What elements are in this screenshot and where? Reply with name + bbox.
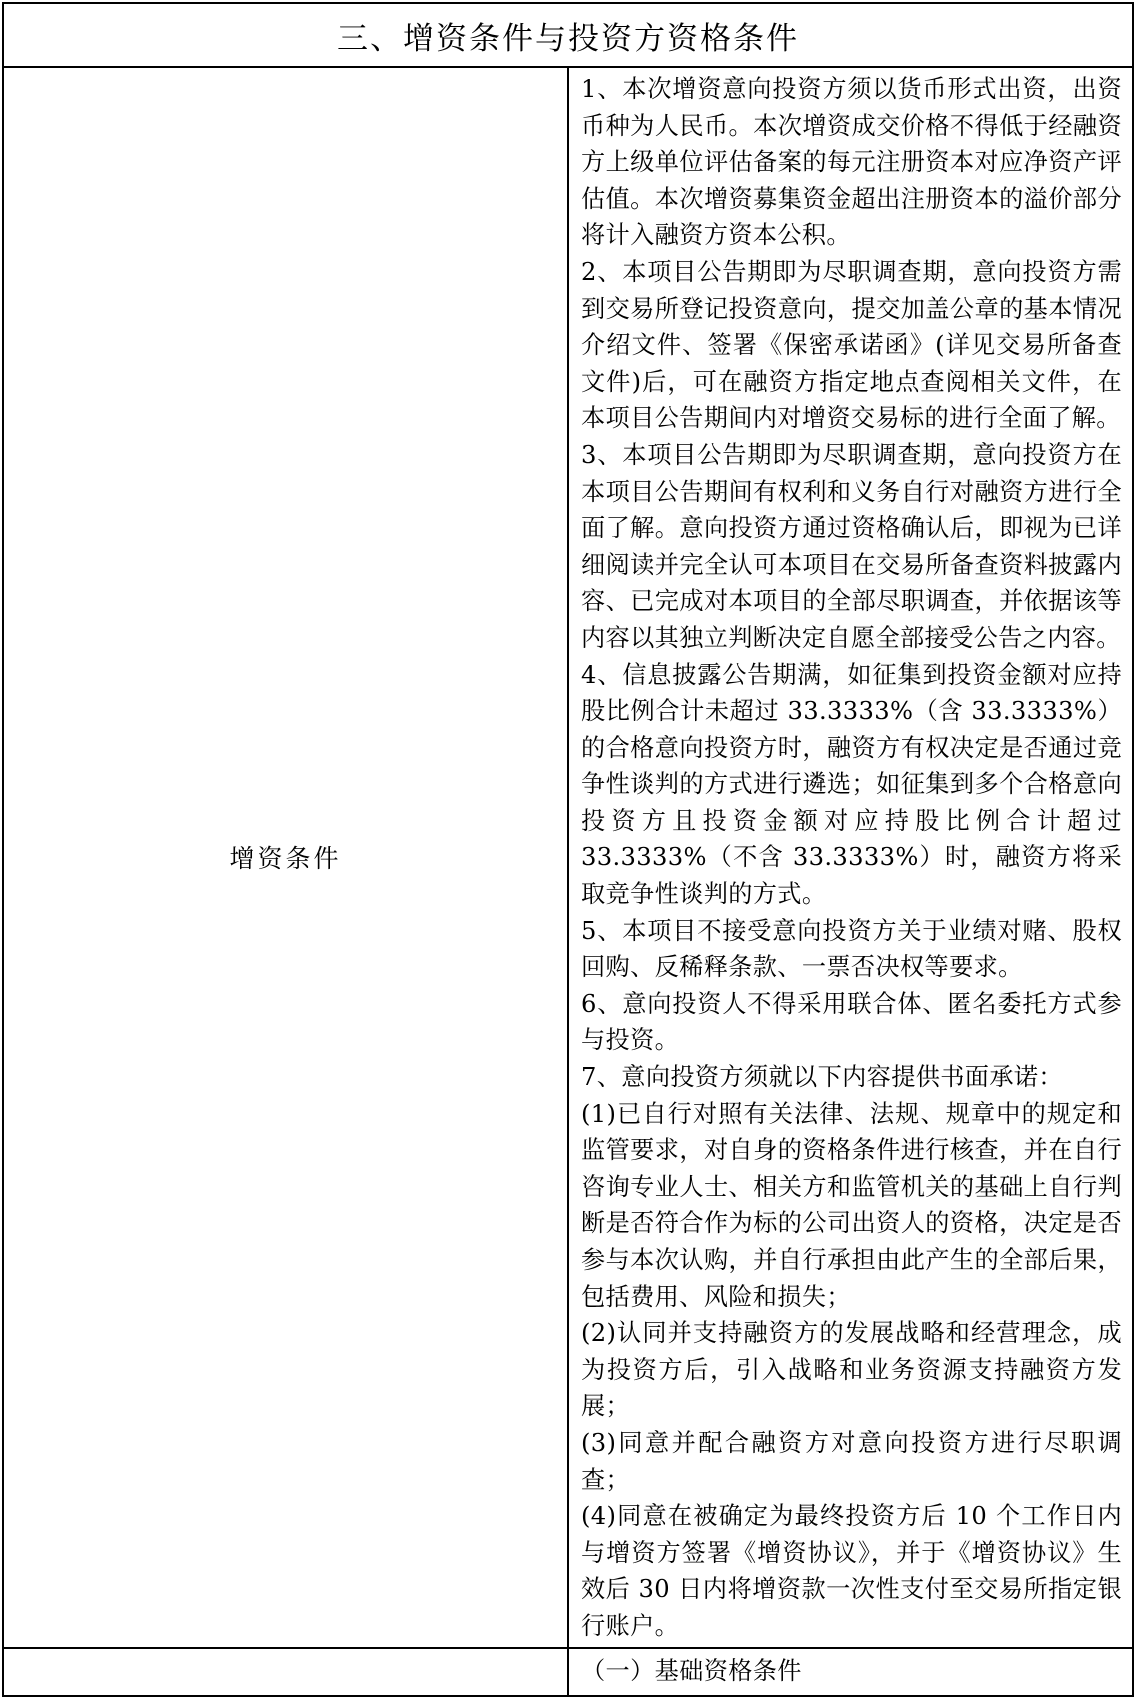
section-title: 三、增资条件与投资方资格条件 xyxy=(3,3,1133,67)
condition-paragraph-6: 6、意向投资人不得采用联合体、匿名委托方式参与投资。 xyxy=(581,989,1122,1055)
condition-paragraph-5: 5、本项目不接受意向投资方关于业绩对赌、股权回购、反稀释条款、一票否决权等要求。 xyxy=(581,916,1122,982)
row-label: 增资条件 xyxy=(3,67,568,1648)
qualification-row-label xyxy=(3,1648,568,1696)
qualification-row xyxy=(3,1648,1133,1696)
conditions-content xyxy=(568,67,1133,1648)
condition-paragraph-2: 2、本项目公告期即为尽职调查期，意向投资方需到交易所登记投资意向，提交加盖公章的基本情况介绍文件、签署《保密承诺函》(详见交易所备查文件)后，可在融资方指定地点查阅相关文件，在本项目公告期间内对增资交易标的进行全面了解。 xyxy=(581,257,1122,433)
conditions-table xyxy=(2,2,1134,1697)
condition-paragraph-3: 3、本项目公告期即为尽职调查期，意向投资方在本项目公告期间有权利和义务自行对融资方进行全面了解。意向投资方通过资格确认后，即视为已详细阅读并完全认可本项目在交易所备查资料披露内容、已完成对本项目的全部尽职调查，并依据该等内容以其独立判断决定自愿全部接受公告之内容。 xyxy=(581,440,1122,652)
title-row xyxy=(3,3,1133,67)
commitment-item-1: (1)已自行对照有关法律、法规、规章中的规定和监管要求，对自身的资格条件进行核查，并在自行咨询专业人士、相关方和监管机关的基础上自行判断是否符合作为标的公司出资人的资格，决定是否参与本次认购，并自行承担由此产生的全部后果，包括费用、风险和损失； xyxy=(581,1099,1122,1311)
qualification-content: （一）基础资格条件 xyxy=(568,1648,1133,1696)
capital-increase-row xyxy=(3,67,1133,1648)
commitment-item-2: (2)认同并支持融资方的发展战略和经营理念，成为投资方后，引入战略和业务资源支持融资方发展； xyxy=(581,1319,1122,1421)
commitment-item-3: (3)同意并配合融资方对意向投资方进行尽职调查； xyxy=(581,1428,1122,1494)
condition-paragraph-1: 1、本次增资意向投资方须以货币形式出资，出资币种为人民币。本次增资成交价格不得低于经融资方上级单位评估备案的每元注册资本对应净资产评估值。本次增资募集资金超出注册资本的溢价部分将计入融资方资本公积。 xyxy=(581,75,1122,250)
condition-paragraph-7: 7、意向投资方须就以下内容提供书面承诺： xyxy=(581,1063,1063,1092)
condition-paragraph-4: 4、信息披露公告期满，如征集到投资金额对应持股比例合计未超过 33.3333%（含 33.3333%）的合格意向投资方时，融资方有权决定是否通过竞争性谈判的方式进行遴选；如征集到多个合格意向投资方且投资金额对应持股比例合计超过 33.3333%（不含 33.3333%）时，融资方将采取竞争性谈判的方式。 xyxy=(581,660,1122,909)
commitment-item-4: (4)同意在被确定为最终投资方后 10 个工作日内与增资方签署《增资协议》，并于《增资协议》生效后 30 日内将增资款一次性支付至交易所指定银行账户。 xyxy=(581,1502,1122,1640)
